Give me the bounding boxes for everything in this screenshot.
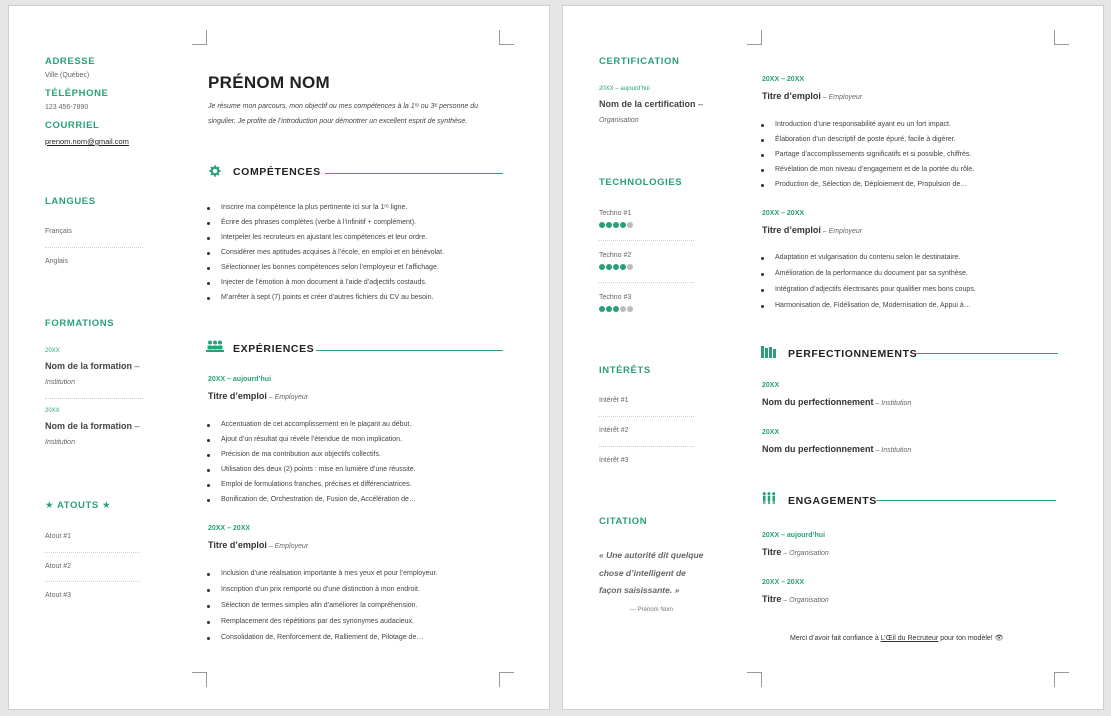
books-icon: [761, 346, 777, 358]
crop-mark: [747, 672, 762, 687]
formation-name: [45, 421, 140, 431]
experience-date: 20XX – 20XX: [208, 525, 251, 532]
institution: – Institution: [873, 447, 912, 454]
perfectionnement-date: 20XX: [762, 382, 780, 389]
divider: [599, 282, 694, 283]
crop-mark: [499, 672, 514, 687]
rating-dot-filled: [613, 306, 619, 312]
list-item: Emploi de formulations franches, précises et différenciatrices.: [205, 480, 416, 495]
list-item: Inscrire ma compétence la plus pertinente ici sur la 1ʳᵉ ligne.: [205, 203, 444, 218]
perfectionnement-name: [762, 397, 911, 407]
phone-value: 123 456-7890: [45, 104, 89, 111]
certification-title: CERTIFICATION: [599, 56, 680, 67]
competences-list: [205, 203, 444, 308]
rating-dot-empty: [620, 306, 626, 312]
citation-title: CITATION: [599, 516, 648, 527]
formation-institution: Institution: [45, 439, 75, 446]
techno-name: Techno #2: [599, 252, 632, 259]
divider: [45, 552, 140, 553]
rating-dot-filled: [613, 222, 619, 228]
rating-dot-filled: [606, 306, 612, 312]
quote-text: [599, 547, 703, 600]
interets-title: INTÉRÊTS: [599, 365, 651, 376]
crop-mark: [1054, 672, 1069, 687]
section-rule: [876, 500, 1056, 501]
gear-icon: [207, 165, 223, 177]
footer-note: [790, 634, 1004, 642]
list-item: Inclusion d’une réalisation importante à mes yeux et pour l’employeur.: [205, 569, 437, 585]
techno-rating: [599, 222, 633, 228]
candidate-name: PRÉNOM NOM: [208, 73, 330, 92]
section-rule: [325, 173, 503, 174]
crop-mark: [499, 30, 514, 45]
atout-item: Atout #1: [45, 533, 72, 540]
list-item: Bonification de, Orchestration de, Fusion de, Accélération de…: [205, 495, 416, 510]
divider: [599, 240, 694, 241]
experience-date: 20XX – 20XX: [762, 210, 805, 217]
section-rule: [915, 353, 1058, 354]
engagement-title: [762, 547, 829, 557]
engagements-title: ENGAGEMENTS: [788, 495, 877, 507]
formation-name-text: Nom de la formation: [45, 361, 133, 371]
rating-dot-filled: [599, 264, 605, 270]
list-item: Écrire des phrases complètes (verbe à l’infinitif + complément).: [205, 218, 444, 233]
certification-org: Organisation: [599, 117, 639, 124]
rating-dot-filled: [620, 222, 626, 228]
list-item: Accentuation de cet accomplissement en le plaçant au début.: [205, 420, 416, 435]
techno-name: Techno #1: [599, 210, 632, 217]
formation-date: 20XX: [45, 408, 60, 414]
footer-link[interactable]: L’Œil du Recruteur: [880, 635, 939, 642]
list-item: Révélation de mon niveau d’engagement et de la portée du rôle.: [759, 165, 974, 180]
languages-title: LANGUES: [45, 196, 96, 207]
intro-line-2: singulier. Je profite de l’introduction pour démontrer un excellent esprit de synthèse.: [208, 118, 468, 125]
experiences-title: EXPÉRIENCES: [233, 343, 315, 355]
experience-bullets: [759, 253, 976, 317]
experience-title: [208, 391, 308, 401]
rating-dot-filled: [599, 306, 605, 312]
email-label: COURRIEL: [45, 120, 100, 131]
list-item: Considérer mes aptitudes acquises à l’école, en emploi et en bénévolat.: [205, 248, 444, 263]
divider: [599, 446, 694, 447]
engagement-date: 20XX – aujourd’hui: [762, 532, 826, 539]
divider: [599, 416, 694, 417]
cv-page-1: [9, 6, 549, 709]
quote-line: « Une autorité dit quelque: [599, 550, 704, 560]
list-item: Remplacement des répétitions par des synonymes audacieux.: [205, 617, 437, 633]
rating-dot-filled: [599, 222, 605, 228]
employer: – Employeur: [266, 394, 309, 401]
experience-bullets: [205, 420, 416, 510]
atout-item: Atout #2: [45, 563, 72, 570]
atout-item: Atout #3: [45, 592, 72, 599]
certification-name: [599, 99, 703, 109]
experience-date: 20XX – 20XX: [762, 76, 805, 83]
list-item: Adaptation et vulgarisation du contenu selon le destinataire.: [759, 253, 976, 269]
experience-bullets: [205, 569, 437, 649]
formation-dash: –: [132, 361, 140, 371]
certification-name-text: Nom de la certification: [599, 99, 696, 109]
rating-dot-empty: [627, 264, 633, 270]
list-item: M’arrêter à sept (7) points et créer d’autres fichiers du CV au besoin.: [205, 293, 444, 308]
engagement-date: 20XX – 20XX: [762, 579, 805, 586]
employer: – Employeur: [266, 543, 309, 550]
list-item: Production de, Sélection de, Déploiement de, Propulsion de…: [759, 180, 974, 195]
list-item: Ajout d’un résultat qui révèle l’étendue de mon implication.: [205, 435, 416, 450]
crop-mark: [747, 30, 762, 45]
address-value: Ville (Québec): [45, 72, 90, 79]
experience-title: [208, 540, 308, 550]
language-item: Français: [45, 228, 72, 235]
crop-mark: [192, 672, 207, 687]
experience-bullets: [759, 120, 974, 195]
star-icon: ★: [98, 500, 112, 511]
quote-line: façon saisissante. »: [599, 585, 680, 595]
list-item: Sélectionner les bonnes compétences selon l’employeur et l’affichage.: [205, 263, 444, 278]
list-item: Injecter de l’émotion à mon document à l’aide d’adjectifs costauds.: [205, 278, 444, 293]
list-item: Introduction d’une responsabilité ayant eu un fort impact.: [759, 120, 974, 135]
cv-page-2: [563, 6, 1103, 709]
job-title: Titre d’emploi: [208, 391, 267, 401]
job-title: Titre d’emploi: [208, 540, 267, 550]
techno-rating: [599, 306, 633, 312]
section-rule: [316, 350, 503, 351]
list-item: Consolidation de, Renforcement de, Ralliement de, Pilotage de…: [205, 633, 437, 649]
perfectionnement-name-text: Nom du perfectionnement: [762, 397, 874, 407]
list-item: Précision de ma contribution aux objectifs collectifs.: [205, 450, 416, 465]
formation-name-text: Nom de la formation: [45, 421, 133, 431]
people-icon: [761, 492, 777, 504]
certification-date: 20XX – aujourd’hui: [599, 86, 650, 92]
crop-mark: [192, 30, 207, 45]
organisation: – Organisation: [781, 550, 829, 557]
formation-dash: –: [132, 421, 140, 431]
formation-name: [45, 361, 140, 371]
list-item: Inscription d’un prix remporté ou d’une distinction à mon endroit.: [205, 585, 437, 601]
team-icon: [206, 340, 224, 352]
job-title: Titre d’emploi: [762, 225, 821, 235]
techno-rating: [599, 264, 633, 270]
rating-dot-empty: [627, 306, 633, 312]
job-title: Titre d’emploi: [762, 91, 821, 101]
quote-line: chose d’intelligent de: [599, 567, 686, 578]
engagement-title: [762, 594, 829, 604]
institution: – Institution: [873, 400, 912, 407]
interet-item: Intérêt #3: [599, 457, 629, 464]
rating-dot-filled: [620, 264, 626, 270]
formations-title: FORMATIONS: [45, 318, 115, 329]
interet-item: Intérêt #2: [599, 427, 629, 434]
quote-author: — Prénom Nom: [630, 607, 674, 613]
certification-dash: –: [695, 99, 704, 109]
divider: [45, 247, 143, 248]
address-label: ADRESSE: [45, 56, 96, 67]
list-item: Élaboration d’un descriptif de poste épuré, facile à digérer.: [759, 135, 974, 150]
engagement-title-text: Titre: [762, 547, 782, 557]
intro-line-1: Je résume mon parcours, mon objectif ou mes compétences à la 1ʳᵉ ou 3ᵉ personne du: [208, 103, 478, 110]
rating-dot-filled: [606, 264, 612, 270]
rating-dot-filled: [613, 264, 619, 270]
list-item: Partage d’accomplissements significatifs et si possible, chiffrés.: [759, 150, 974, 165]
experience-title: [762, 225, 862, 235]
rating-dot-filled: [606, 222, 612, 228]
organisation: – Organisation: [781, 597, 829, 604]
perfectionnements-title: PERFECTIONNEMENTS: [788, 348, 918, 360]
rating-dot-empty: [627, 222, 633, 228]
list-item: Utilisation des deux (2) points : mise en lumière d’une réussite.: [205, 465, 416, 480]
interet-item: Intérêt #1: [599, 397, 629, 404]
employer: – Employeur: [820, 94, 863, 101]
list-item: Harmonisation de, Fidélisation de, Modernisation de, Appui à…: [759, 301, 976, 317]
competences-title: COMPÉTENCES: [233, 166, 321, 178]
list-item: Sélection de termes simples afin d’améliorer la compréhension.: [205, 601, 437, 617]
email-link[interactable]: prenom.nom@gmail.com: [45, 137, 129, 146]
perfectionnement-name: [762, 444, 911, 454]
engagement-title-text: Titre: [762, 594, 782, 604]
formation-institution: Institution: [45, 379, 75, 386]
language-item: Anglais: [45, 258, 68, 265]
atouts-title: [45, 500, 111, 511]
divider: [45, 581, 140, 582]
perfectionnement-name-text: Nom du perfectionnement: [762, 444, 874, 454]
experience-date: 20XX – aujourd’hui: [208, 376, 272, 383]
employer: – Employeur: [820, 228, 863, 235]
crop-mark: [1054, 30, 1069, 45]
list-item: Interpeler les recruteurs en ajustant les compétences et leur ordre.: [205, 233, 444, 248]
list-item: Amélioration de la performance du document par sa synthèse.: [759, 269, 976, 285]
experience-title: [762, 91, 862, 101]
techno-name: Techno #3: [599, 294, 632, 301]
formation-date: 20XX: [45, 348, 60, 354]
star-icon: ★: [45, 500, 58, 511]
technologies-title: TECHNOLOGIES: [599, 177, 683, 188]
perfectionnement-date: 20XX: [762, 429, 780, 436]
footer-text: pour ton modèle! 👁: [938, 635, 1004, 642]
phone-label: TÉLÉPHONE: [45, 88, 109, 99]
divider: [45, 398, 143, 399]
atouts-title-text: ATOUTS: [57, 500, 99, 511]
list-item: Intégration d’adjectifs électrisants pour qualifier mes bons coups.: [759, 285, 976, 301]
footer-text: Merci d’avoir fait confiance à: [790, 635, 881, 642]
